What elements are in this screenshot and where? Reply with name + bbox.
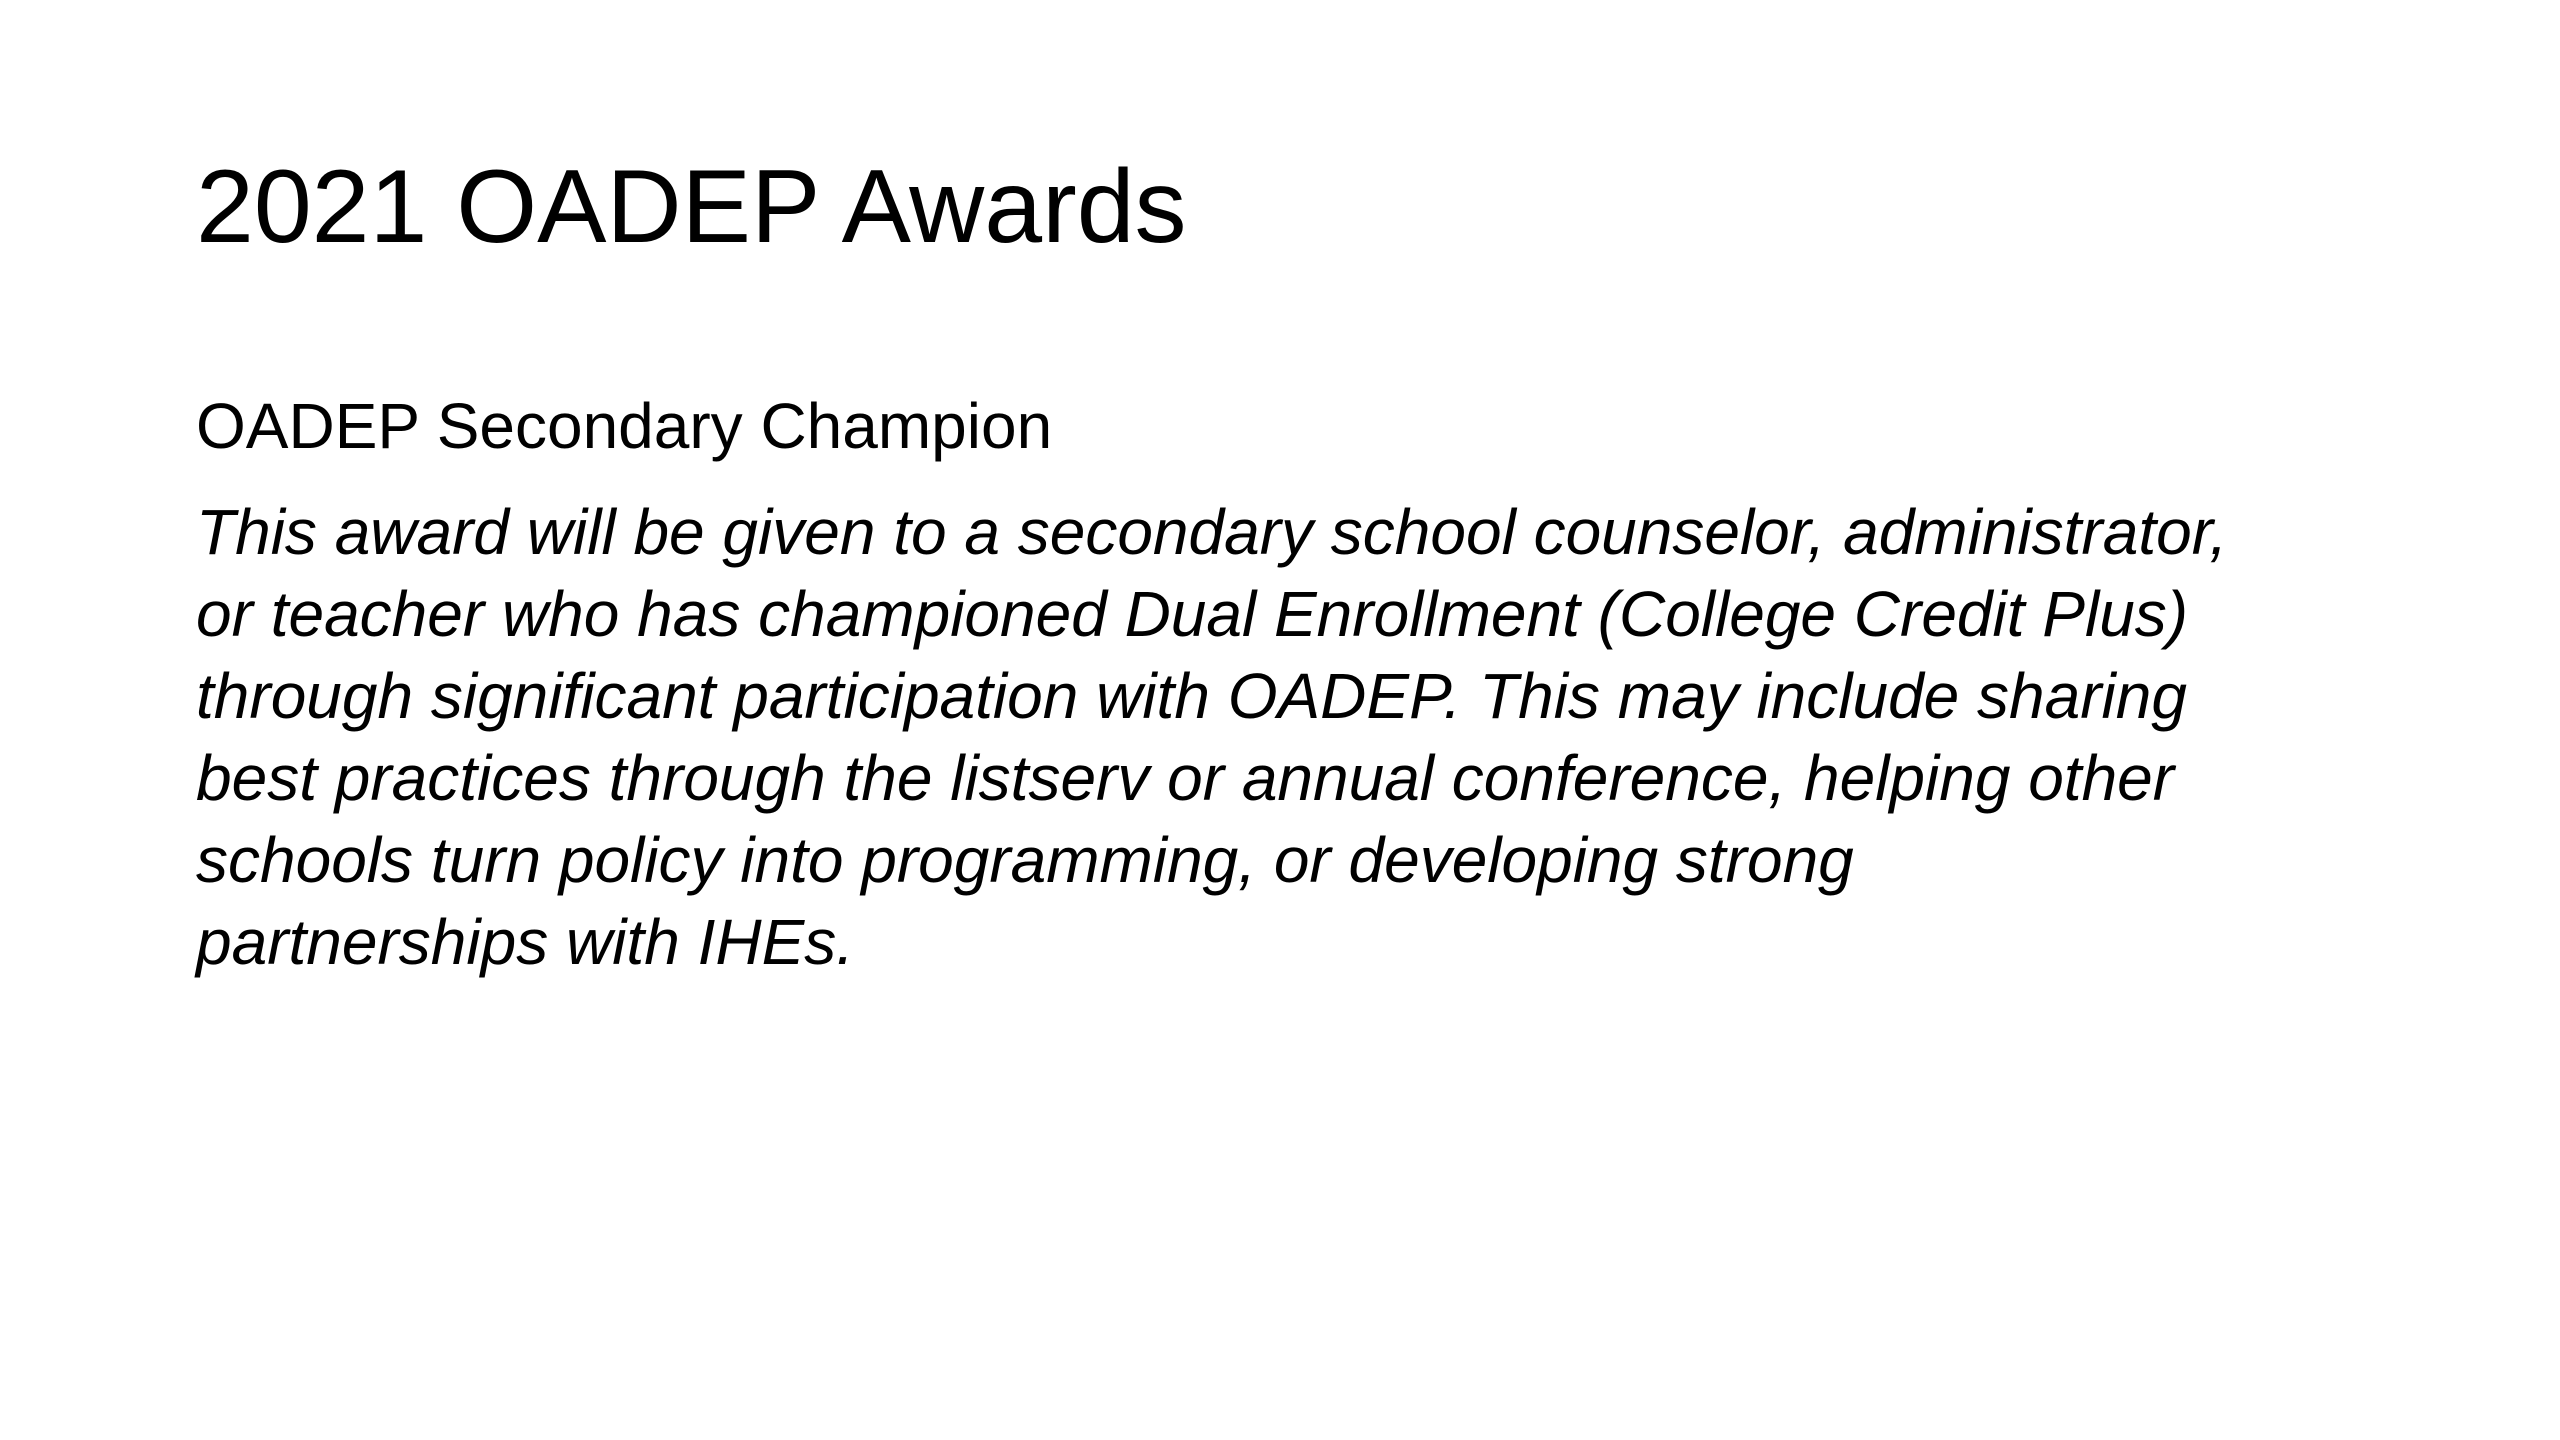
- award-description-line: This award will be given to a secondary school counselor, administrator,: [196, 495, 2228, 568]
- slide-title: 2021 OADEP Awards: [196, 149, 1187, 265]
- award-description-line: partnerships with IHEs.: [196, 905, 855, 978]
- award-name: OADEP Secondary Champion: [196, 390, 1053, 462]
- award-description-line: best practices through the listserv or annual conference, helping other: [196, 741, 2175, 814]
- award-description-line: through significant participation with OADEP. This may include sharing: [196, 659, 2187, 732]
- award-description: [196, 491, 2396, 983]
- award-description-line: or teacher who has championed Dual Enrollment (College Credit Plus): [196, 577, 2189, 650]
- award-description-line: schools turn policy into programming, or developing strong: [196, 823, 1854, 896]
- slide-content: [196, 388, 2396, 983]
